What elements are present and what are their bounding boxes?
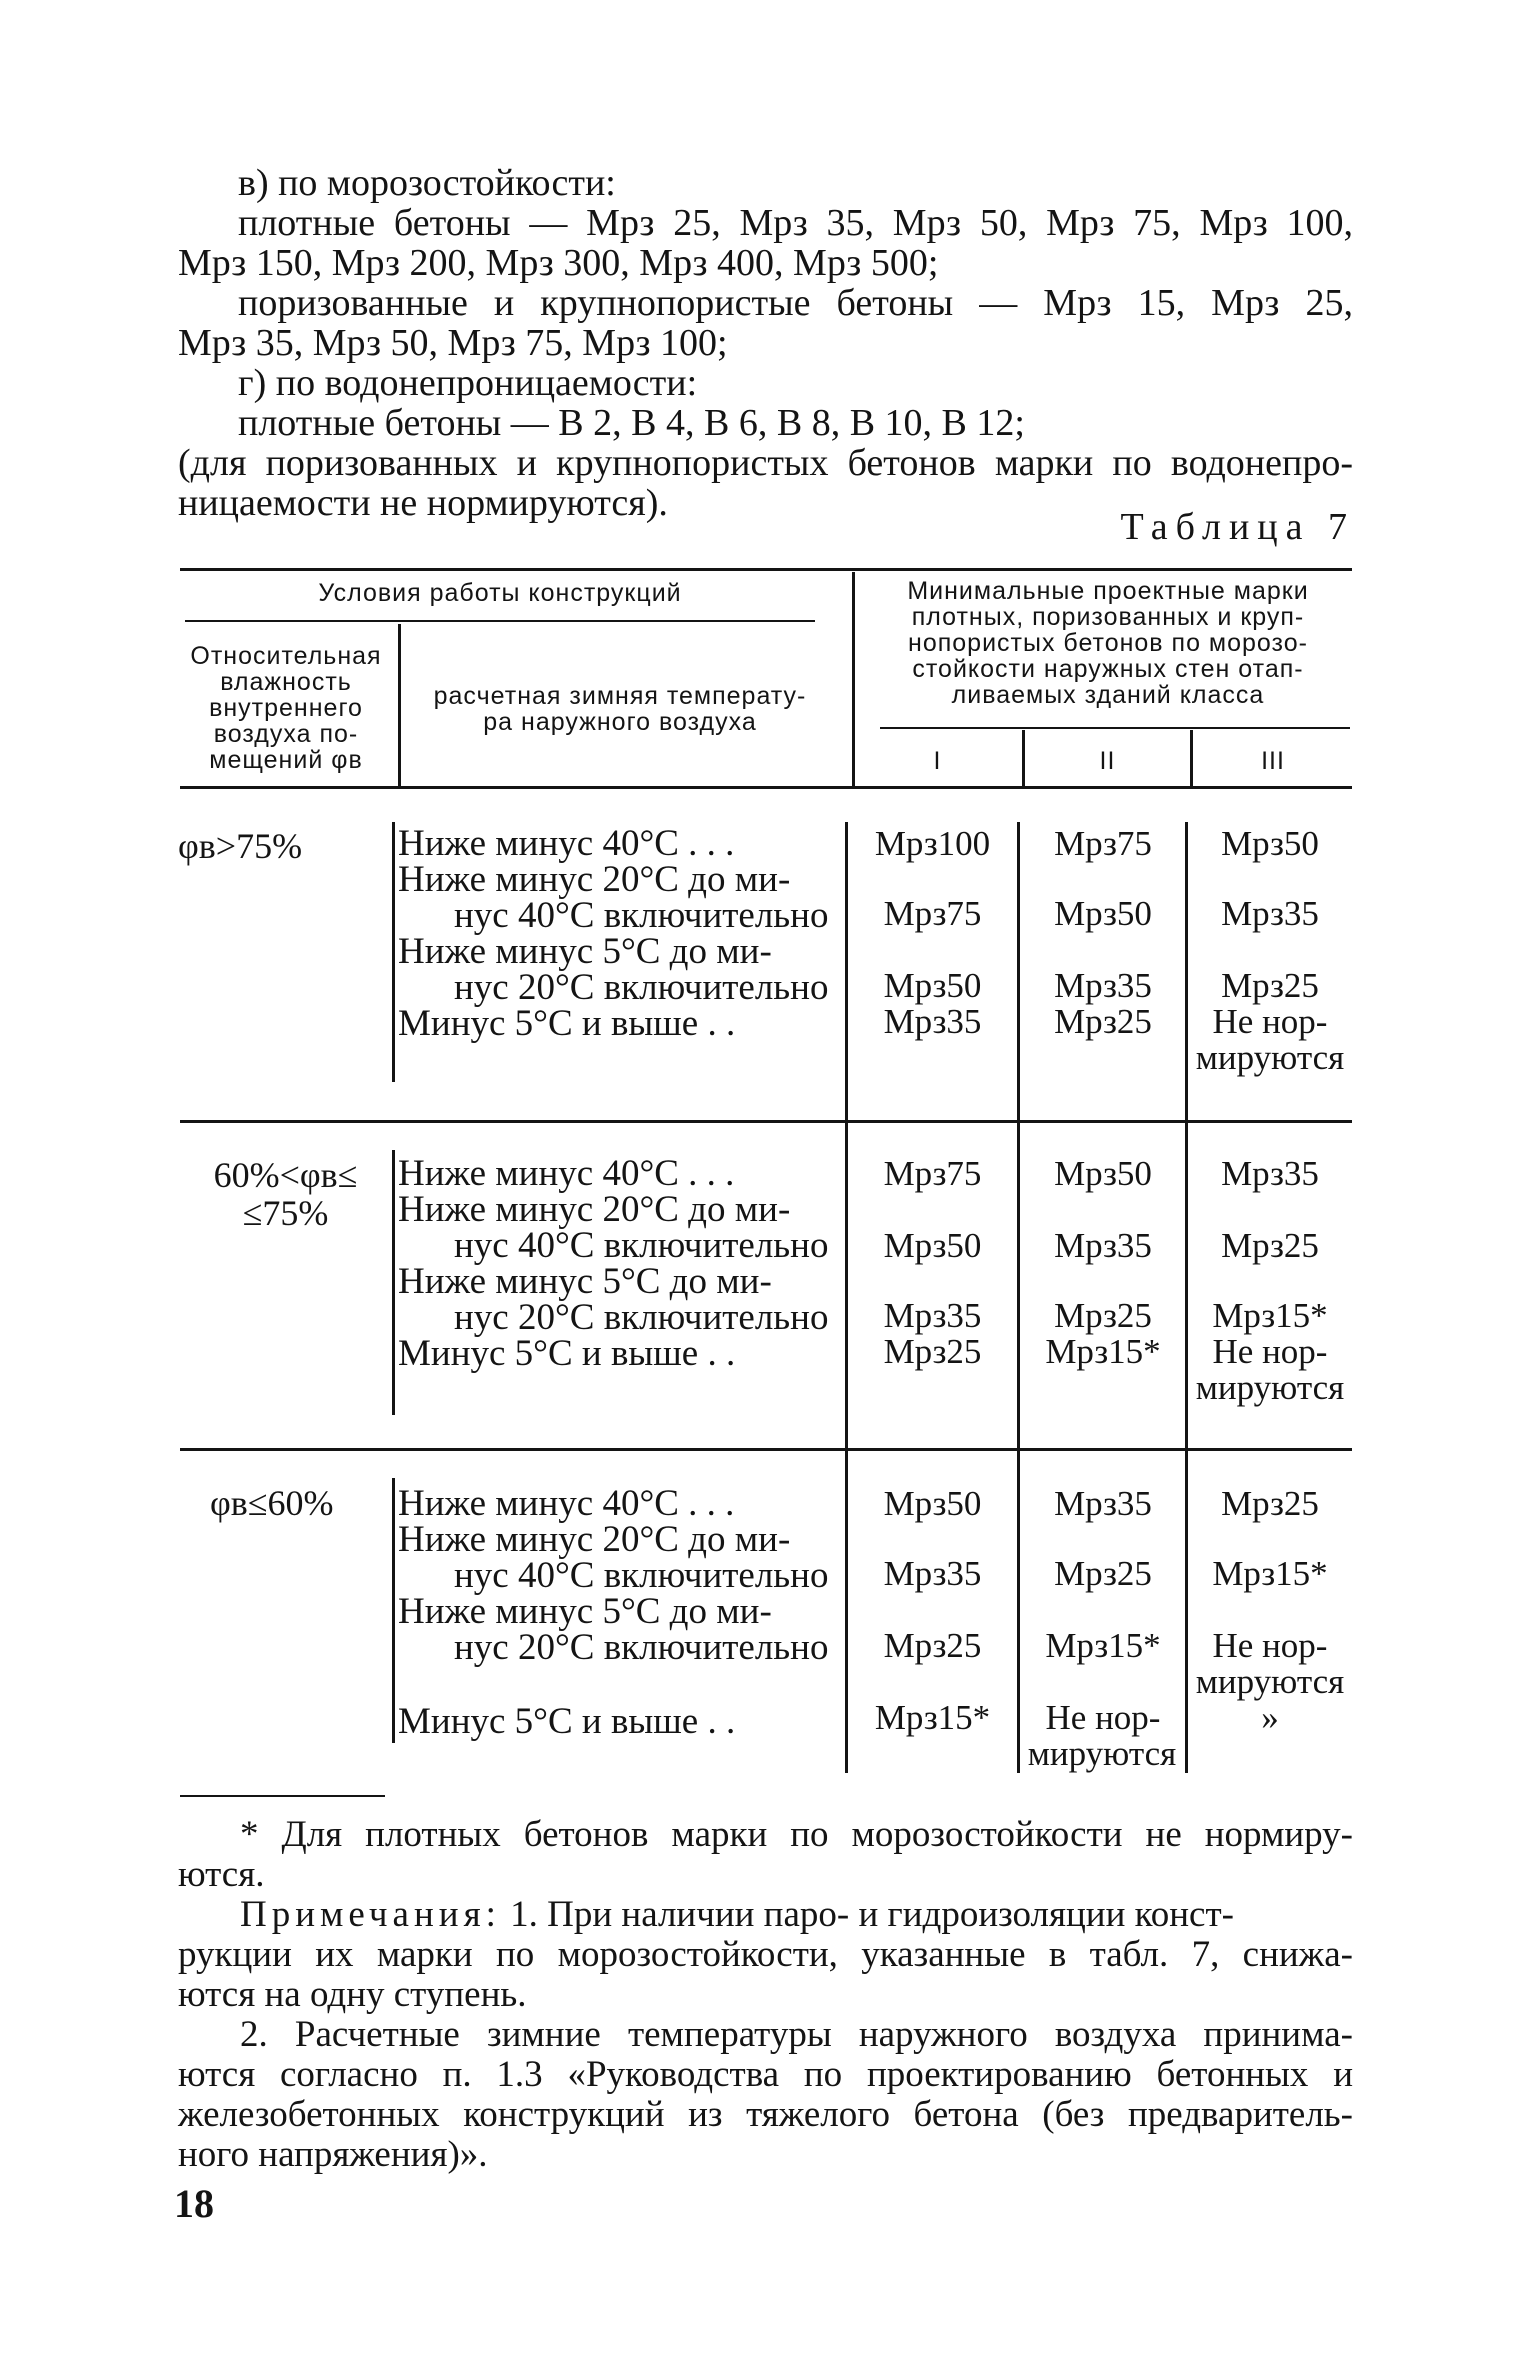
mark-value: Мрз35 bbox=[883, 1296, 982, 1335]
mark-value: Мрз75 bbox=[1054, 824, 1152, 863]
class-II-header: II bbox=[1099, 747, 1116, 775]
body-vline bbox=[392, 822, 395, 1082]
mark-value: мируются bbox=[1195, 1662, 1345, 1701]
humidity-value: φв≤60% bbox=[210, 1483, 334, 1523]
mark-value: Мрз15* bbox=[1212, 1554, 1328, 1593]
mark-value: мируются bbox=[1195, 1038, 1345, 1077]
body-vline bbox=[392, 1478, 395, 1743]
mark-value: Мрз35 bbox=[1221, 1154, 1319, 1193]
body-vline bbox=[1185, 822, 1188, 1122]
header-conditions: Условия работы конструкций bbox=[318, 579, 682, 607]
header-temperature: расчетная зимняя температу- ра наружного воздуха bbox=[433, 682, 807, 736]
body-vline bbox=[1017, 1450, 1020, 1773]
condition-list: Ниже минус 40°С . . . Ниже минус 20°С до ми- нус 40°С включительно Ниже минус 5°С до ми- нус 20°С включительно Минус 5°С и выше . . bbox=[398, 1483, 829, 1742]
mark-value: Мрз50 bbox=[1054, 1154, 1152, 1193]
humidity-value: 60%<φв≤ ≤75% bbox=[213, 1155, 358, 1233]
mark-value: Мрз75 bbox=[883, 894, 982, 933]
mark-value: Не нор- bbox=[1212, 1002, 1328, 1041]
class-I-header: I bbox=[933, 747, 942, 775]
body-vline bbox=[845, 1122, 848, 1450]
footnote-star: ются. bbox=[178, 1854, 265, 1895]
header-humidity: Относительная влажность внутреннего воздуха по- мещений φв bbox=[190, 642, 382, 774]
mark-value: Мрз100 bbox=[874, 824, 991, 863]
mark-value: Мрз35 bbox=[1054, 966, 1152, 1005]
mark-value: Мрз50 bbox=[1221, 824, 1319, 863]
body-vline bbox=[845, 822, 848, 1122]
footnote-star: * Для плотных бетонов марки по морозостойкости не нормиру- bbox=[240, 1814, 1353, 1855]
mark-value: мируются bbox=[1195, 1368, 1345, 1407]
mark-value: Мрз25 bbox=[1054, 1296, 1152, 1335]
mark-value: Мрз35 bbox=[1054, 1484, 1152, 1523]
intro-line: (для поризованных и крупнопористых бетонов марки по водонепро- bbox=[178, 442, 1353, 484]
note-2: ются согласно п. 1.3 «Руководства по проектированию бетонных и bbox=[178, 2054, 1353, 2095]
header-vline bbox=[398, 624, 401, 786]
mark-value: Мрз15* bbox=[874, 1698, 991, 1737]
condition-list: Ниже минус 40°С . . . Ниже минус 20°С до ми- нус 40°С включительно Ниже минус 5°С до ми- нус 20°С включительно Минус 5°С и выше . . bbox=[398, 823, 829, 1044]
header-divider bbox=[880, 727, 1350, 729]
mark-value: Мрз25 bbox=[1054, 1002, 1152, 1041]
mark-value: Не нор- bbox=[1045, 1698, 1161, 1737]
mark-value: Мрз15* bbox=[1212, 1296, 1328, 1335]
mark-value: Мрз25 bbox=[1221, 1226, 1319, 1265]
intro-line: ницаемости не нормируются). bbox=[178, 482, 668, 524]
mark-value: Мрз25 bbox=[1221, 1484, 1319, 1523]
body-vline bbox=[1185, 1450, 1188, 1773]
class-III-header: III bbox=[1261, 747, 1285, 775]
mark-value: Мрз25 bbox=[883, 1332, 982, 1371]
condition-list: Ниже минус 40°С . . . Ниже минус 20°С до ми- нус 40°С включительно Ниже минус 5°С до ми- нус 20°С включительно Минус 5°С и выше . . bbox=[398, 1153, 829, 1374]
note-2: ного напряжения)». bbox=[178, 2134, 488, 2175]
header-marks: Минимальные проектные марки плотных, поризованных и круп- нопористых бетонов по морозо- стойкости наружных стен отап- ливаемых зданий класса bbox=[907, 577, 1309, 709]
header-bottom-rule bbox=[180, 786, 1352, 789]
mark-value: Мрз15* bbox=[1045, 1332, 1161, 1371]
header-divider bbox=[185, 620, 815, 622]
intro-line: Мрз 150, Мрз 200, Мрз 300, Мрз 400, Мрз 500; bbox=[178, 242, 939, 284]
page-number: 18 bbox=[174, 2181, 214, 2226]
mark-value: Мрз25 bbox=[1054, 1554, 1152, 1593]
group-divider bbox=[180, 1448, 1352, 1451]
mark-value: Мрз15* bbox=[1045, 1626, 1161, 1665]
mark-value: Мрз50 bbox=[883, 1484, 982, 1523]
note-1: Примечания: 1. При наличии паро- и гидроизоляции конст- bbox=[240, 1894, 1234, 1935]
note-1: ются на одну ступень. bbox=[178, 1974, 527, 2015]
mark-value: Мрз35 bbox=[1221, 894, 1319, 933]
mark-value: Мрз35 bbox=[883, 1554, 982, 1593]
mark-value: Мрз25 bbox=[1221, 966, 1319, 1005]
footnote-rule bbox=[180, 1795, 385, 1797]
body-vline bbox=[1017, 822, 1020, 1122]
mark-value: Мрз75 bbox=[883, 1154, 982, 1193]
body-vline bbox=[845, 1450, 848, 1773]
table-top-rule bbox=[180, 568, 1352, 571]
table-caption: Таблица 7 bbox=[1120, 506, 1355, 548]
mark-value: Мрз35 bbox=[1054, 1226, 1152, 1265]
mark-value: Не нор- bbox=[1212, 1626, 1328, 1665]
mark-value: Мрз50 bbox=[883, 966, 982, 1005]
intro-line: плотные бетоны — В 2, В 4, В 6, В 8, В 10, В 12; bbox=[238, 402, 1025, 444]
group-divider bbox=[180, 1120, 1352, 1123]
humidity-value: φв>75% bbox=[178, 826, 303, 866]
intro-line: Мрз 35, Мрз 50, Мрз 75, Мрз 100; bbox=[178, 322, 728, 364]
intro-line: поризованные и крупнопористые бетоны — Мрз 15, Мрз 25, bbox=[238, 282, 1353, 324]
intro-line: г) по водонепроницаемости: bbox=[238, 362, 698, 404]
note-2: 2. Расчетные зимние температуры наружного воздуха принима- bbox=[240, 2014, 1353, 2055]
note-2: железобетонных конструкций из тяжелого бетона (без предваритель- bbox=[178, 2094, 1353, 2135]
mark-value: мируются bbox=[1027, 1734, 1177, 1773]
mark-value: Мрз50 bbox=[1054, 894, 1152, 933]
mark-value: Не нор- bbox=[1212, 1332, 1328, 1371]
mark-value: Мрз25 bbox=[883, 1626, 982, 1665]
intro-line: в) по морозостойкости: bbox=[238, 162, 616, 204]
mark-value: Мрз35 bbox=[883, 1002, 982, 1041]
note-1: рукции их марки по морозостойкости, указанные в табл. 7, снижа- bbox=[178, 1934, 1353, 1975]
body-vline bbox=[1017, 1122, 1020, 1450]
mark-value: Мрз50 bbox=[883, 1226, 982, 1265]
intro-line: плотные бетоны — Мрз 25, Мрз 35, Мрз 50, Мрз 75, Мрз 100, bbox=[238, 202, 1353, 244]
mark-value: » bbox=[1261, 1698, 1279, 1737]
